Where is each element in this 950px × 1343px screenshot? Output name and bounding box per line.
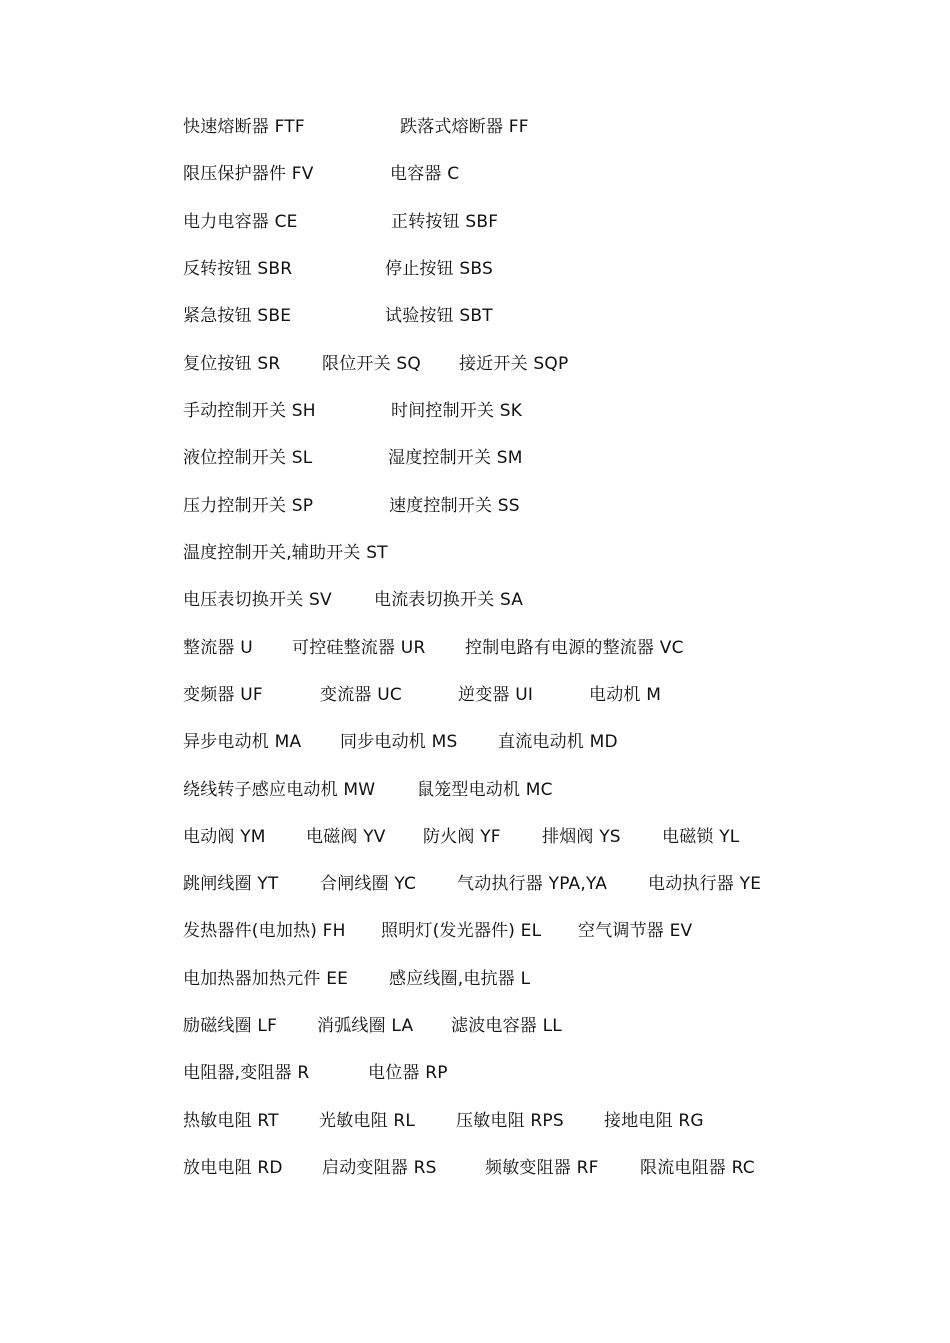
symbol-entry: 试验按钮 SBT — [385, 306, 493, 326]
symbol-entry: 时间控制开关 SK — [391, 401, 523, 421]
symbol-entry: 逆变器 UI — [458, 685, 534, 705]
symbol-entry: 温度控制开关,辅助开关 ST — [183, 543, 388, 563]
symbol-entry: 限压保护器件 FV — [183, 164, 314, 184]
symbol-entry: 电磁阀 YV — [306, 827, 386, 847]
symbol-entry: 速度控制开关 SS — [389, 496, 520, 516]
symbol-entry: 合闸线圈 YC — [320, 874, 417, 894]
symbol-entry: 手动控制开关 SH — [183, 401, 316, 421]
symbol-entry: 启动变阻器 RS — [322, 1158, 437, 1178]
symbol-entry: 防火阀 YF — [423, 827, 501, 847]
symbol-entry: 接近开关 SQP — [459, 354, 569, 374]
symbol-entry: 绕线转子感应电动机 MW — [183, 780, 376, 800]
symbol-entry: 励磁线圈 LF — [183, 1016, 278, 1036]
symbol-entry: 可控硅整流器 UR — [292, 638, 426, 658]
symbol-entry: 停止按钮 SBS — [385, 259, 493, 279]
symbol-line — [183, 778, 923, 802]
symbol-entry: 电动执行器 YE — [648, 874, 762, 894]
symbol-entry: 反转按钮 SBR — [183, 259, 293, 279]
symbol-entry: 接地电阻 RG — [604, 1111, 704, 1131]
symbol-entry: 限流电阻器 RC — [640, 1158, 755, 1178]
symbol-entry: 限位开关 SQ — [322, 354, 421, 374]
symbol-line — [183, 588, 923, 612]
symbol-line — [183, 1109, 923, 1133]
symbol-entry: 液位控制开关 SL — [183, 448, 313, 468]
symbol-entry: 频敏变阻器 RF — [485, 1158, 599, 1178]
symbol-line — [183, 399, 923, 423]
symbol-entry: 异步电动机 MA — [183, 732, 302, 752]
symbol-line — [183, 304, 923, 328]
symbol-line — [183, 636, 923, 660]
symbol-line — [183, 210, 923, 234]
symbol-entry: 变流器 UC — [320, 685, 402, 705]
symbol-line — [183, 683, 923, 707]
symbol-entry: 压力控制开关 SP — [183, 496, 314, 516]
symbol-entry: 控制电路有电源的整流器 VC — [465, 638, 684, 658]
symbol-entry: 气动执行器 YPA,YA — [457, 874, 608, 894]
symbol-entry: 电动阀 YM — [183, 827, 266, 847]
symbol-entry: 正转按钮 SBF — [391, 212, 499, 232]
symbol-line — [183, 352, 923, 376]
symbol-entry: 整流器 U — [183, 638, 253, 658]
symbol-entry: 放电电阻 RD — [183, 1158, 283, 1178]
symbol-entry: 电位器 RP — [368, 1063, 448, 1083]
symbol-line — [183, 1156, 923, 1180]
symbol-line — [183, 825, 923, 849]
symbol-line — [183, 541, 923, 565]
symbol-entry: 空气调节器 EV — [578, 921, 693, 941]
symbol-entry: 排烟阀 YS — [542, 827, 621, 847]
symbol-line — [183, 967, 923, 991]
symbol-entry: 跌落式熔断器 FF — [400, 117, 529, 137]
symbol-line — [183, 115, 923, 139]
symbol-line — [183, 162, 923, 186]
symbol-line — [183, 730, 923, 754]
symbol-line — [183, 494, 923, 518]
symbol-entry: 快速熔断器 FTF — [183, 117, 305, 137]
symbol-entry: 电阻器,变阻器 R — [183, 1063, 310, 1083]
symbol-entry: 电压表切换开关 SV — [183, 590, 332, 610]
symbol-entry: 滤波电容器 LL — [451, 1016, 562, 1036]
symbol-line — [183, 446, 923, 470]
symbol-entry: 同步电动机 MS — [340, 732, 458, 752]
symbol-line — [183, 919, 923, 943]
symbol-line — [183, 1014, 923, 1038]
symbol-entry: 跳闸线圈 YT — [183, 874, 279, 894]
symbol-entry: 电流表切换开关 SA — [374, 590, 524, 610]
symbol-entry: 热敏电阻 RT — [183, 1111, 279, 1131]
symbol-entry: 感应线圈,电抗器 L — [389, 969, 531, 989]
symbol-entry: 紧急按钮 SBE — [183, 306, 292, 326]
symbol-entry: 变频器 UF — [183, 685, 263, 705]
symbol-entry: 电加热器加热元件 EE — [183, 969, 349, 989]
symbol-entry: 电磁锁 YL — [662, 827, 740, 847]
symbol-entry: 复位按钮 SR — [183, 354, 281, 374]
symbol-line — [183, 257, 923, 281]
symbol-entry: 光敏电阻 RL — [319, 1111, 416, 1131]
symbol-entry: 照明灯(发光器件) EL — [381, 921, 542, 941]
symbol-entry: 电容器 C — [390, 164, 460, 184]
symbol-entry: 电动机 M — [589, 685, 662, 705]
symbol-entry: 消弧线圈 LA — [317, 1016, 414, 1036]
symbol-entry: 湿度控制开关 SM — [388, 448, 523, 468]
symbol-line — [183, 1061, 923, 1085]
symbol-entry: 压敏电阻 RPS — [456, 1111, 564, 1131]
symbol-line — [183, 872, 923, 896]
symbol-entry: 直流电动机 MD — [498, 732, 618, 752]
symbol-entry: 电力电容器 CE — [183, 212, 298, 232]
symbol-entry: 发热器件(电加热) FH — [183, 921, 346, 941]
symbol-entry: 鼠笼型电动机 MC — [417, 780, 553, 800]
